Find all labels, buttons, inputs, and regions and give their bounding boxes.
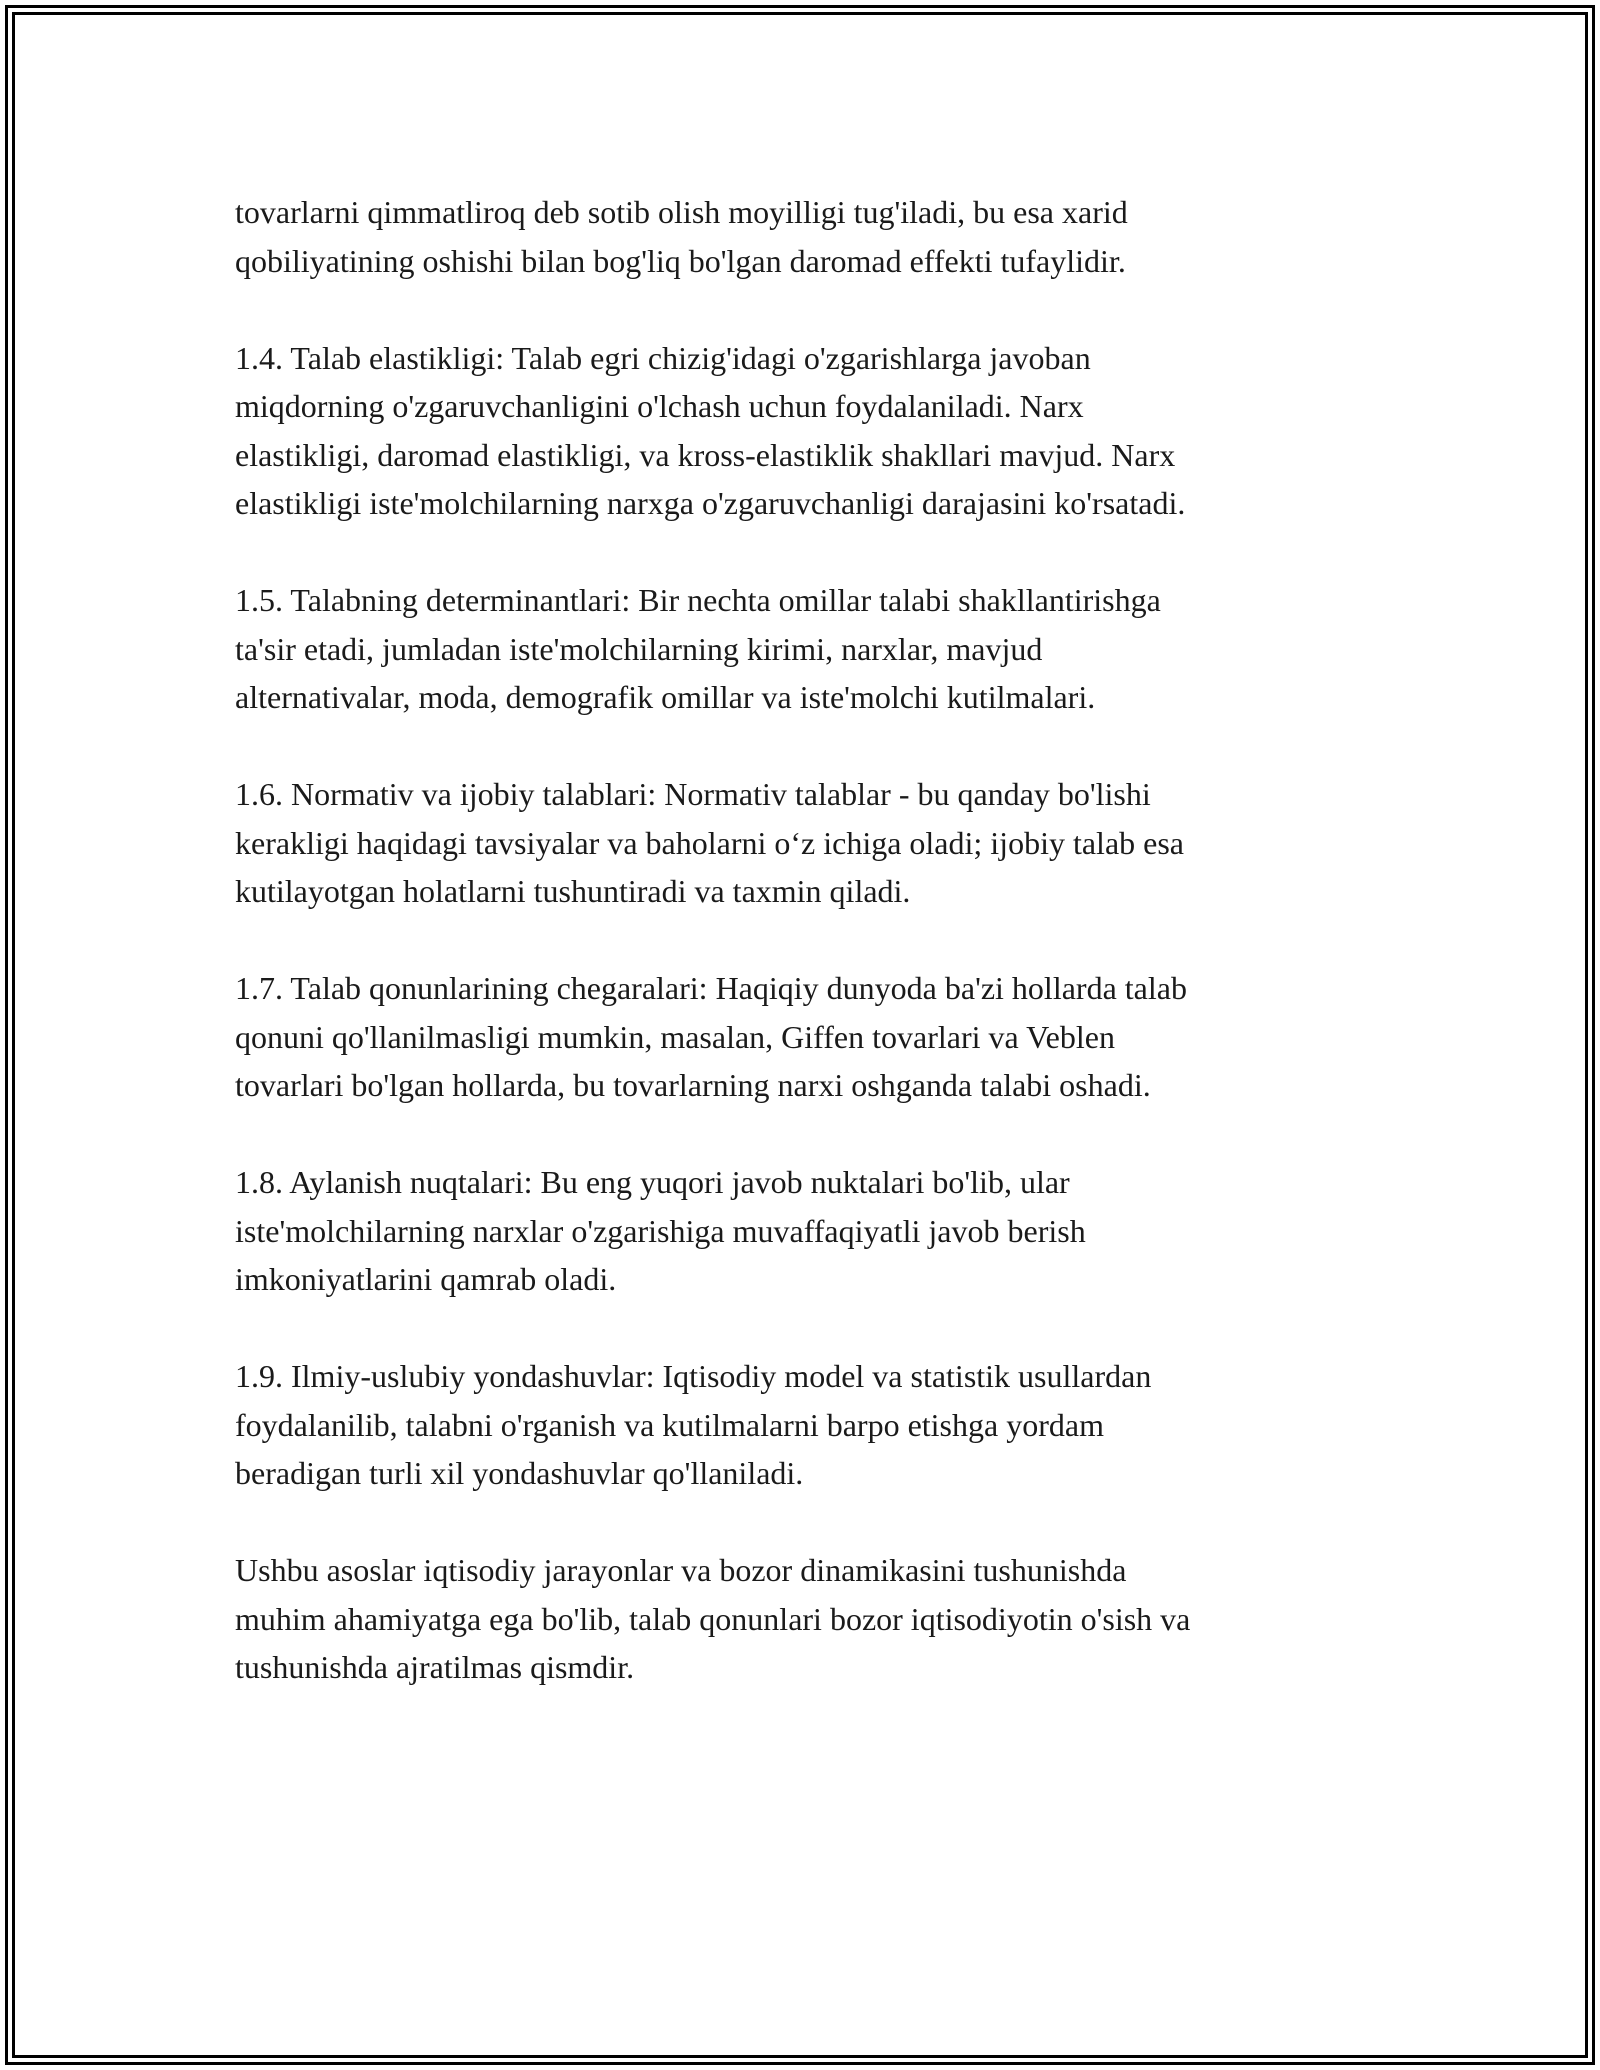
paragraph-methodology: 1.9. Ilmiy-uslubiy yondashuvlar: Iqtisodiy model va statistik usullardan foydalanilib, talabni o'rganish va kutilmalarni barpo etishga yordam beradigan turli xil yondashuvlar qo'llaniladi.: [235, 1358, 1152, 1491]
paragraph-demand-elasticity: 1.4. Talab elastikligi: Talab egri chizig'idagi o'zgarishlarga javoban miqdorning o'zgaruvchanligini o'lchash uchun foydalaniladi. Narx elastikligi, daromad elastikligi, va kross-elastiklik shakllari mavjud. Narx elastikligi iste'molchilarning narxga o'zgaruvchanligi darajasini ko'rsatadi.: [235, 339, 1186, 521]
paragraph-demand-determinants: 1.5. Talabning determinantlari: Bir nechta omillar talabi shakllantirishga ta'sir etadi, jumladan iste'molchilarning kirimi, narxlar, mavjud alternativalar, moda, demografik omillar va iste'molchi kutilmalari.: [235, 582, 1161, 715]
paragraph-normative-positive: 1.6. Normativ va ijobiy talablari: Normativ talablar - bu qanday bo'lishi kerakligi haqidagi tavsiyalar va baholarni o‘z ichiga oladi; ijobiy talab esa kutilayotgan holatlarni tushuntiradi va taxmin qiladi.: [235, 776, 1184, 909]
paragraph-turning-points: 1.8. Aylanish nuqtalari: Bu eng yuqori javob nuktalari bo'lib, ular iste'molchilarning narxlar o'zgarishiga muvaffaqiyatli javob berish imkoniyatlarini qamrab oladi.: [235, 1164, 1086, 1297]
paragraph-conclusion: Ushbu asoslar iqtisodiy jarayonlar va bozor dinamikasini tushunishda muhim ahamiyatga ega bo'lib, talab qonunlari bozor iqtisodiyotin o'sish va tushunishda ajratilmas qismdir.: [235, 1552, 1191, 1685]
paragraph-law-limits: 1.7. Talab qonunlarining chegaralari: Haqiqiy dunyoda ba'zi hollarda talab qonuni qo'llanilmasligi mumkin, masalan, Giffen tovarlari va Veblen tovarlari bo'lgan hollarda, bu tovarlarning narxi oshganda talabi oshadi.: [235, 970, 1187, 1103]
document-body: [235, 188, 1355, 1692]
paragraph-income-effect: tovarlarni qimmatliroq deb sotib olish moyilligi tug'iladi, bu esa xarid qobiliyatining oshishi bilan bog'liq bo'lgan daromad effekti tufaylidir.: [235, 194, 1128, 279]
